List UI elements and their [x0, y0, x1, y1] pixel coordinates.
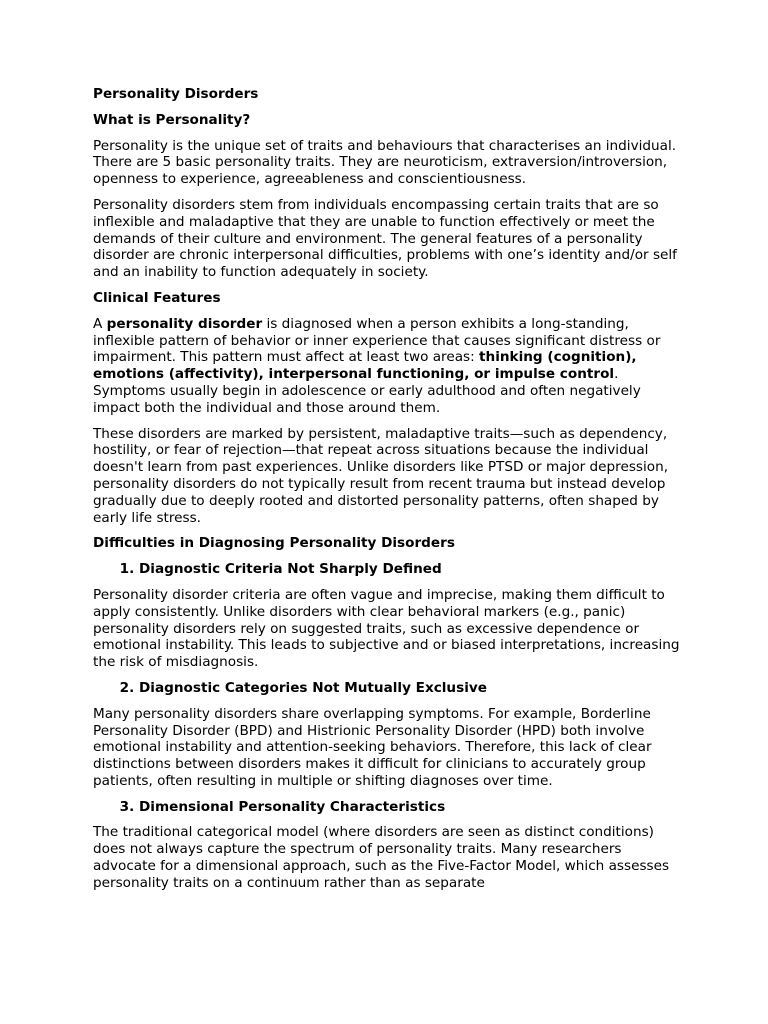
numbered-list-item-2	[93, 680, 681, 697]
document-title: Personality Disorders	[93, 86, 259, 102]
text-run: is diagnosed when a person exhibits a long-standing, inflexible pattern of behavior or inner experience that causes significant distress or impairment. This pattern must affect at least two areas:	[93, 315, 661, 366]
numbered-list-item-3	[93, 799, 681, 816]
paragraph-criteria-not-defined: Personality disorder criteria are often vague and imprecise, making them difficult to apply consistently. Unlike disorders with clear behavioral markers (e.g., panic) personality disorders rely on suggested traits, such as excessive dependence or emotional instability. This leads to subjective and or biased interpretations, increasing the risk of misdiagnosis.	[93, 586, 680, 671]
document-page	[93, 86, 681, 901]
section-heading-diagnosing-difficulties: Difficulties in Diagnosing Personality Disorders	[93, 535, 455, 552]
list-item-title: 2. Diagnostic Categories Not Mutually Exclusive	[139, 680, 681, 697]
paragraph-personality-definition: Personality is the unique set of traits and behaviours that characterises an individual. There are 5 basic personality traits. They are neuroticism, extraversion/introversion, openness to experience, agreeableness and conscientiousness.	[93, 137, 677, 188]
section-heading-clinical-features: Clinical Features	[93, 289, 221, 306]
section-heading-what-is-personality: What is Personality?	[93, 111, 251, 128]
bold-term-personality-disorder: personality disorder	[106, 315, 263, 332]
numbered-list-item-1	[93, 561, 681, 578]
bold-term-affected-areas: thinking (cognition), emotions (affectivity), interpersonal functioning, or impulse control	[93, 349, 637, 383]
list-item-title: 1. Diagnostic Criteria Not Sharply Defined	[139, 561, 681, 578]
paragraph-personality-disorders-origin: Personality disorders stem from individuals encompassing certain traits that are so inflexible and maladaptive that they are unable to function effectively or meet the demands of their culture and environment. The general features of a personality disorder are chronic interpersonal difficulties, problems with one’s identity and/or self and an inability to function adequately in society.	[93, 196, 677, 281]
paragraph-categories-overlap: Many personality disorders share overlapping symptoms. For example, Borderline Personality Disorder (BPD) and Histrionic Personality Disorder (HPD) both involve emotional instability and attention-seeking behaviors. Therefore, this lack of clear distinctions between disorders makes it difficult for clinicians to accurately group patients, often resulting in multiple or shifting diagnoses over time.	[93, 705, 652, 789]
paragraph-clinical-diagnosis	[93, 316, 681, 417]
paragraph-dimensional-approach: The traditional categorical model (where disorders are seen as distinct conditions) does not always capture the spectrum of personality traits. Many researchers advocate for a dimensional approach, such as the Five-Factor Model, which assesses personality traits on a continuum rather than as separate	[93, 824, 670, 891]
list-item-title: 3. Dimensional Personality Characteristics	[139, 799, 681, 816]
text-run: A	[93, 315, 107, 332]
text-run: . Symptoms usually begin in adolescence or early adulthood and often negatively impact both the individual and those around them.	[93, 366, 641, 416]
paragraph-maladaptive-traits: These disorders are marked by persistent, maladaptive traits—such as dependency, hostility, or fear of rejection—that repeat across situations because the individual doesn't learn from past experiences. Unlike disorders like PTSD or major depression, personality disorders do not typically result from recent trauma but instead develop gradually due to deeply rooted and distorted personality patterns, often shaped by early life stress.	[93, 425, 669, 526]
